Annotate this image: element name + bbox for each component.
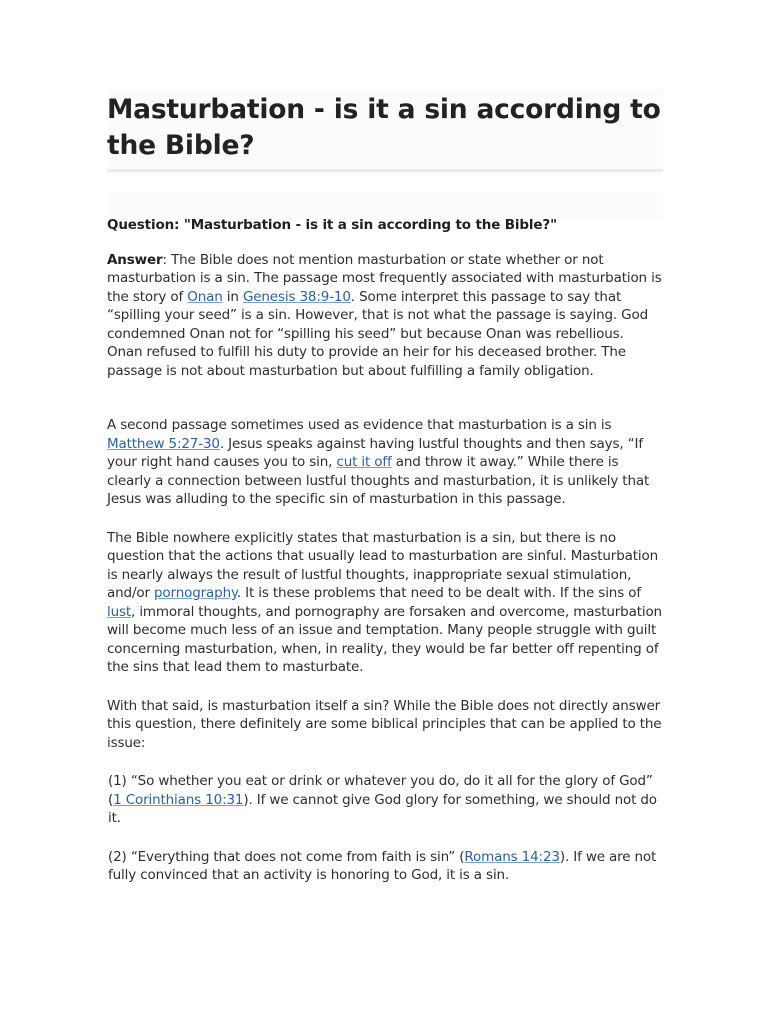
link-cut-it-off[interactable]: cut it off xyxy=(336,454,392,470)
point-1-text-2: ). If we cannot give God glory for something, we should not do it. xyxy=(108,791,657,826)
link-1-corinthians[interactable]: 1 Corinthians 10:31 xyxy=(113,791,244,808)
third-text-2: . It is these problems that need to be dealt with. If the sins of xyxy=(236,585,641,601)
answer-text-2: in xyxy=(222,288,243,305)
second-text-3: and throw it away.” While there is clearly a connection between lustful thoughts and masturbation, it is unlikely that Jesus was alluding to the specific sin of masturbation in this passage. xyxy=(107,454,650,507)
third-text-3: , immoral thoughts, and pornography are forsaken and overcome, masturbation will become much less of an issue and temptation. Many people struggle with guilt concerning masturbation, when, in reality, they would be far better off repenting of the sins that lead them to masturbate. xyxy=(107,603,662,675)
point-2-text-1: (2) “Everything that does not come from faith is sin” ( xyxy=(108,848,465,865)
link-onan[interactable]: Onan xyxy=(187,288,223,305)
point-1-text-1: (1) “So whether you eat or drink or whatever you do, do it all for the glory of God” ( xyxy=(108,773,653,808)
point-1-paragraph xyxy=(107,772,663,828)
second-paragraph xyxy=(107,416,663,509)
question-paragraph: Question: "Masturbation - is it a sin according to the Bible?" xyxy=(107,217,557,233)
link-matthew[interactable]: Matthew 5:27-30 xyxy=(107,435,220,452)
answer-text-3: . Some interpret this passage to say that “spilling your seed” is a sin. However, that is not what the passage is saying. God condemned Onan not for “spilling his seed” but because Onan was rebellious. Onan refused to fulfill his duty to provide an heir for his deceased brother. The passage is not about masturbation but about fulfilling a family obligation. xyxy=(107,288,649,379)
question-label: Question xyxy=(107,217,175,233)
third-paragraph xyxy=(107,529,663,677)
link-lust[interactable]: lust xyxy=(107,603,132,620)
fourth-paragraph: With that said, is masturbation itself a sin? While the Bible does not directly answer this question, there definitely are some biblical principles that can be applied to the issue: xyxy=(107,697,662,751)
article-body xyxy=(107,216,663,885)
point-2-paragraph xyxy=(107,848,663,885)
link-pornography[interactable]: pornography xyxy=(154,585,237,601)
answer-paragraph xyxy=(107,251,663,381)
third-text-1: The Bible nowhere explicitly states that masturbation is a sin, but there is no question that the actions that usually lead to masturbation are sinful. Masturbation is nearly always the result of lustful thoughts, inappropriate sexual stimulation, and/or xyxy=(107,529,658,601)
page-title: Masturbation - is it a sin according to the Bible? xyxy=(107,94,661,161)
point-2-text-2: ). If we are not fully convinced that an activity is honoring to God, it is a sin. xyxy=(108,848,657,883)
link-genesis[interactable]: Genesis 38:9-10 xyxy=(242,288,351,305)
answer-text-1: : The Bible does not mention masturbation or state whether or not masturbation is a sin. The passage most frequently associated with masturbation is the story of xyxy=(107,251,662,305)
title-box xyxy=(107,90,663,172)
second-text-2: . Jesus speaks against having lustful thoughts and then says, “If your right hand causes you to sin, xyxy=(107,435,643,470)
second-text-1: A second passage sometimes used as evidence that masturbation is a sin is xyxy=(107,417,612,433)
answer-label: Answer xyxy=(107,251,163,268)
document-page xyxy=(107,90,663,885)
question-text: "Masturbation - is it a sin according to the Bible?" xyxy=(183,217,557,233)
link-romans[interactable]: Romans 14:23 xyxy=(464,848,560,865)
